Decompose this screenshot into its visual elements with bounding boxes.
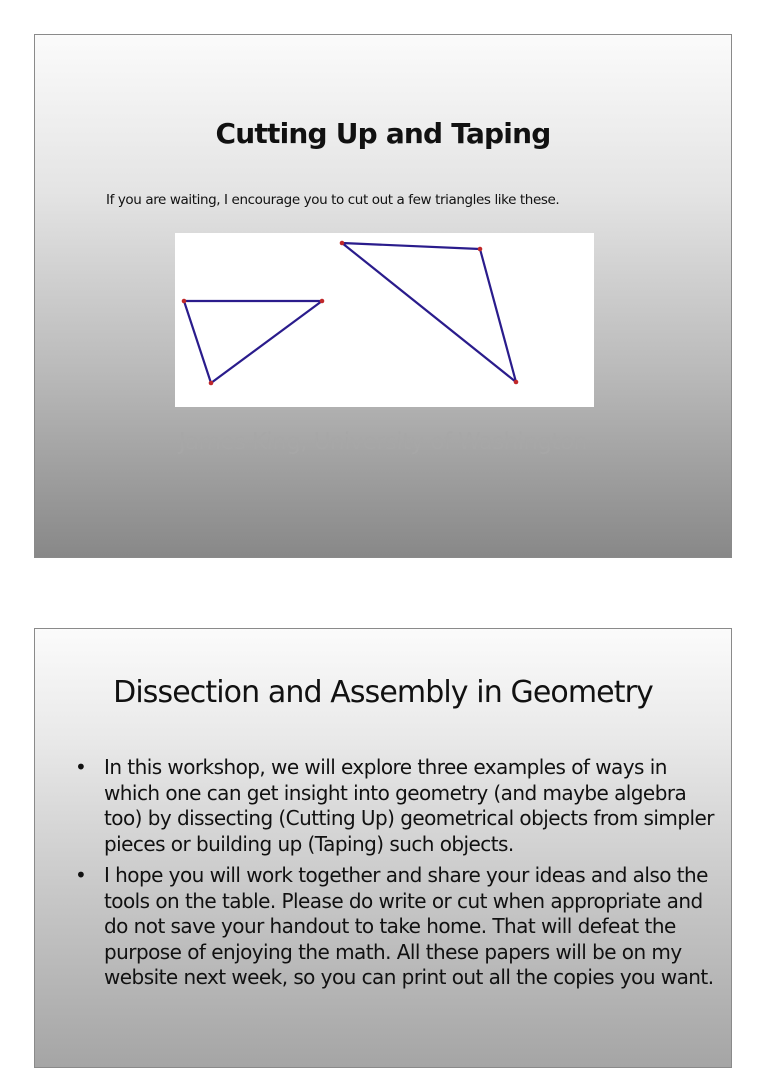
triangles-figure <box>175 233 594 407</box>
bullet-list <box>71 755 721 997</box>
bullet-dot: • <box>75 863 87 887</box>
bullet-item <box>71 863 721 991</box>
slide-2-title: Dissection and Assembly in Geometry <box>113 675 653 710</box>
slide-2 <box>34 628 732 1068</box>
slide-1-title: Cutting Up and Taping <box>215 117 551 150</box>
triangles-svg <box>175 233 594 407</box>
bullet-text: I hope you will work together and share your ideas and also the tools on the table. Please do write or cut when appropriate and do not save your handout to take home. That will defeat the purpose of enjoying the math. All these papers will be on my website next week, so you can print out all the copies you want. <box>104 863 714 989</box>
large-triangle <box>342 243 516 382</box>
vertex-point <box>478 247 483 252</box>
vertex-point <box>514 380 519 385</box>
bullet-item <box>71 755 721 857</box>
slide-1-caption: If you are waiting, I encourage you to cut out a few triangles like these. <box>106 192 560 208</box>
slide-1-subtitle: James King, University of Washington <box>178 429 588 455</box>
vertex-point <box>182 299 187 304</box>
bullet-dot: • <box>75 755 87 779</box>
bullet-text: In this workshop, we will explore three examples of ways in which one can get insight into geometry (and maybe algebra too) by dissecting (Cutting Up) geometrical objects from simpler pieces or building up (Taping) such objects. <box>104 755 714 856</box>
vertex-point <box>320 299 325 304</box>
vertex-point <box>209 381 214 386</box>
small-triangle <box>184 301 322 383</box>
vertex-point <box>340 241 345 246</box>
slide-1 <box>34 34 732 558</box>
